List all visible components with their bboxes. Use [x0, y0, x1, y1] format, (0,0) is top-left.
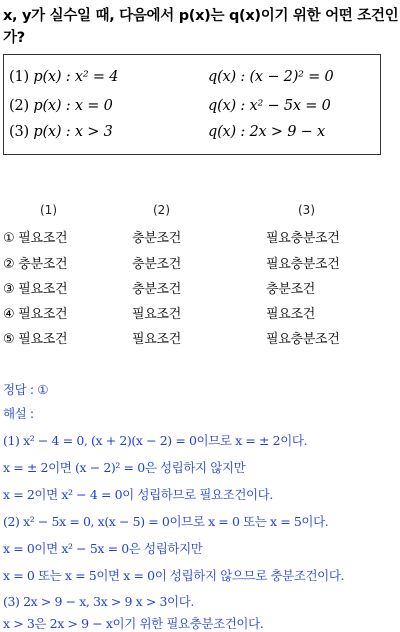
- option-3[interactable]: ③ 필요조건: [3, 282, 68, 297]
- solution-heading: 해설 :: [3, 406, 34, 421]
- answer-line: 정답 : ①: [3, 382, 49, 397]
- solution-line-4: (2) x² − 5x = 0, x(x − 5) = 0이므로 x = 0 또는 x = 5이다.: [3, 514, 329, 529]
- option-5-col-3: 필요충분조건: [266, 332, 340, 347]
- condition-3-p: (3) p(x) : x > 3: [9, 124, 113, 140]
- option-4[interactable]: ④ 필요조건: [3, 307, 68, 322]
- solution-line-7: (3) 2x > 9 − x, 3x > 9 x > 3이다.: [3, 594, 194, 609]
- option-1[interactable]: ① 필요조건: [3, 231, 68, 246]
- option-2-col-3: 필요충분조건: [266, 257, 340, 272]
- option-2[interactable]: ② 충분조건: [3, 257, 68, 272]
- option-2-col-2: 충분조건: [132, 257, 182, 272]
- solution-line-6: x = 0 또는 x = 5이면 x = 0이 성립하지 않으므로 충분조건이다.: [3, 568, 345, 583]
- option-4-col-2: 필요조건: [132, 307, 182, 322]
- column-header-1: (1): [40, 203, 57, 217]
- option-3-col-2: 충분조건: [132, 282, 182, 297]
- solution-line-1: (1) x² − 4 = 0, (x + 2)(x − 2) = 0이므로 x = ± 2이다.: [3, 433, 308, 448]
- condition-1-p: (1) p(x) : x² = 4: [9, 69, 119, 85]
- column-header-3: (3): [298, 203, 315, 217]
- option-1-col-2: 충분조건: [132, 231, 182, 246]
- question-text-line-2: 가?: [3, 30, 25, 46]
- question-text-line-1: x, y가 실수일 때, 다음에서 p(x)는 q(x)이기 위한 어떤 조건인: [3, 8, 399, 24]
- solution-line-8: x > 3은 2x > 9 − x이기 위한 필요충분조건이다.: [3, 616, 264, 631]
- option-3-col-3: 충분조건: [266, 282, 316, 297]
- solution-line-2: x = ± 2이면 (x − 2)² = 0은 성립하지 않지만: [3, 460, 246, 475]
- solution-line-5: x = 0이면 x² − 5x = 0은 성립하지만: [3, 541, 203, 556]
- option-1-col-3: 필요충분조건: [266, 231, 340, 246]
- option-5-col-2: 필요조건: [132, 332, 182, 347]
- option-4-col-3: 필요조건: [266, 307, 316, 322]
- condition-2-q: q(x) : x² − 5x = 0: [208, 98, 331, 114]
- solution-line-3: x = 2이면 x² − 4 = 0이 성립하므로 필요조건이다.: [3, 487, 273, 502]
- condition-1-q: q(x) : (x − 2)² = 0: [208, 69, 334, 85]
- condition-3-q: q(x) : 2x > 9 − x: [208, 124, 326, 140]
- option-5[interactable]: ⑤ 필요조건: [3, 332, 68, 347]
- condition-2-p: (2) p(x) : x = 0: [9, 98, 113, 114]
- column-header-2: (2): [153, 203, 170, 217]
